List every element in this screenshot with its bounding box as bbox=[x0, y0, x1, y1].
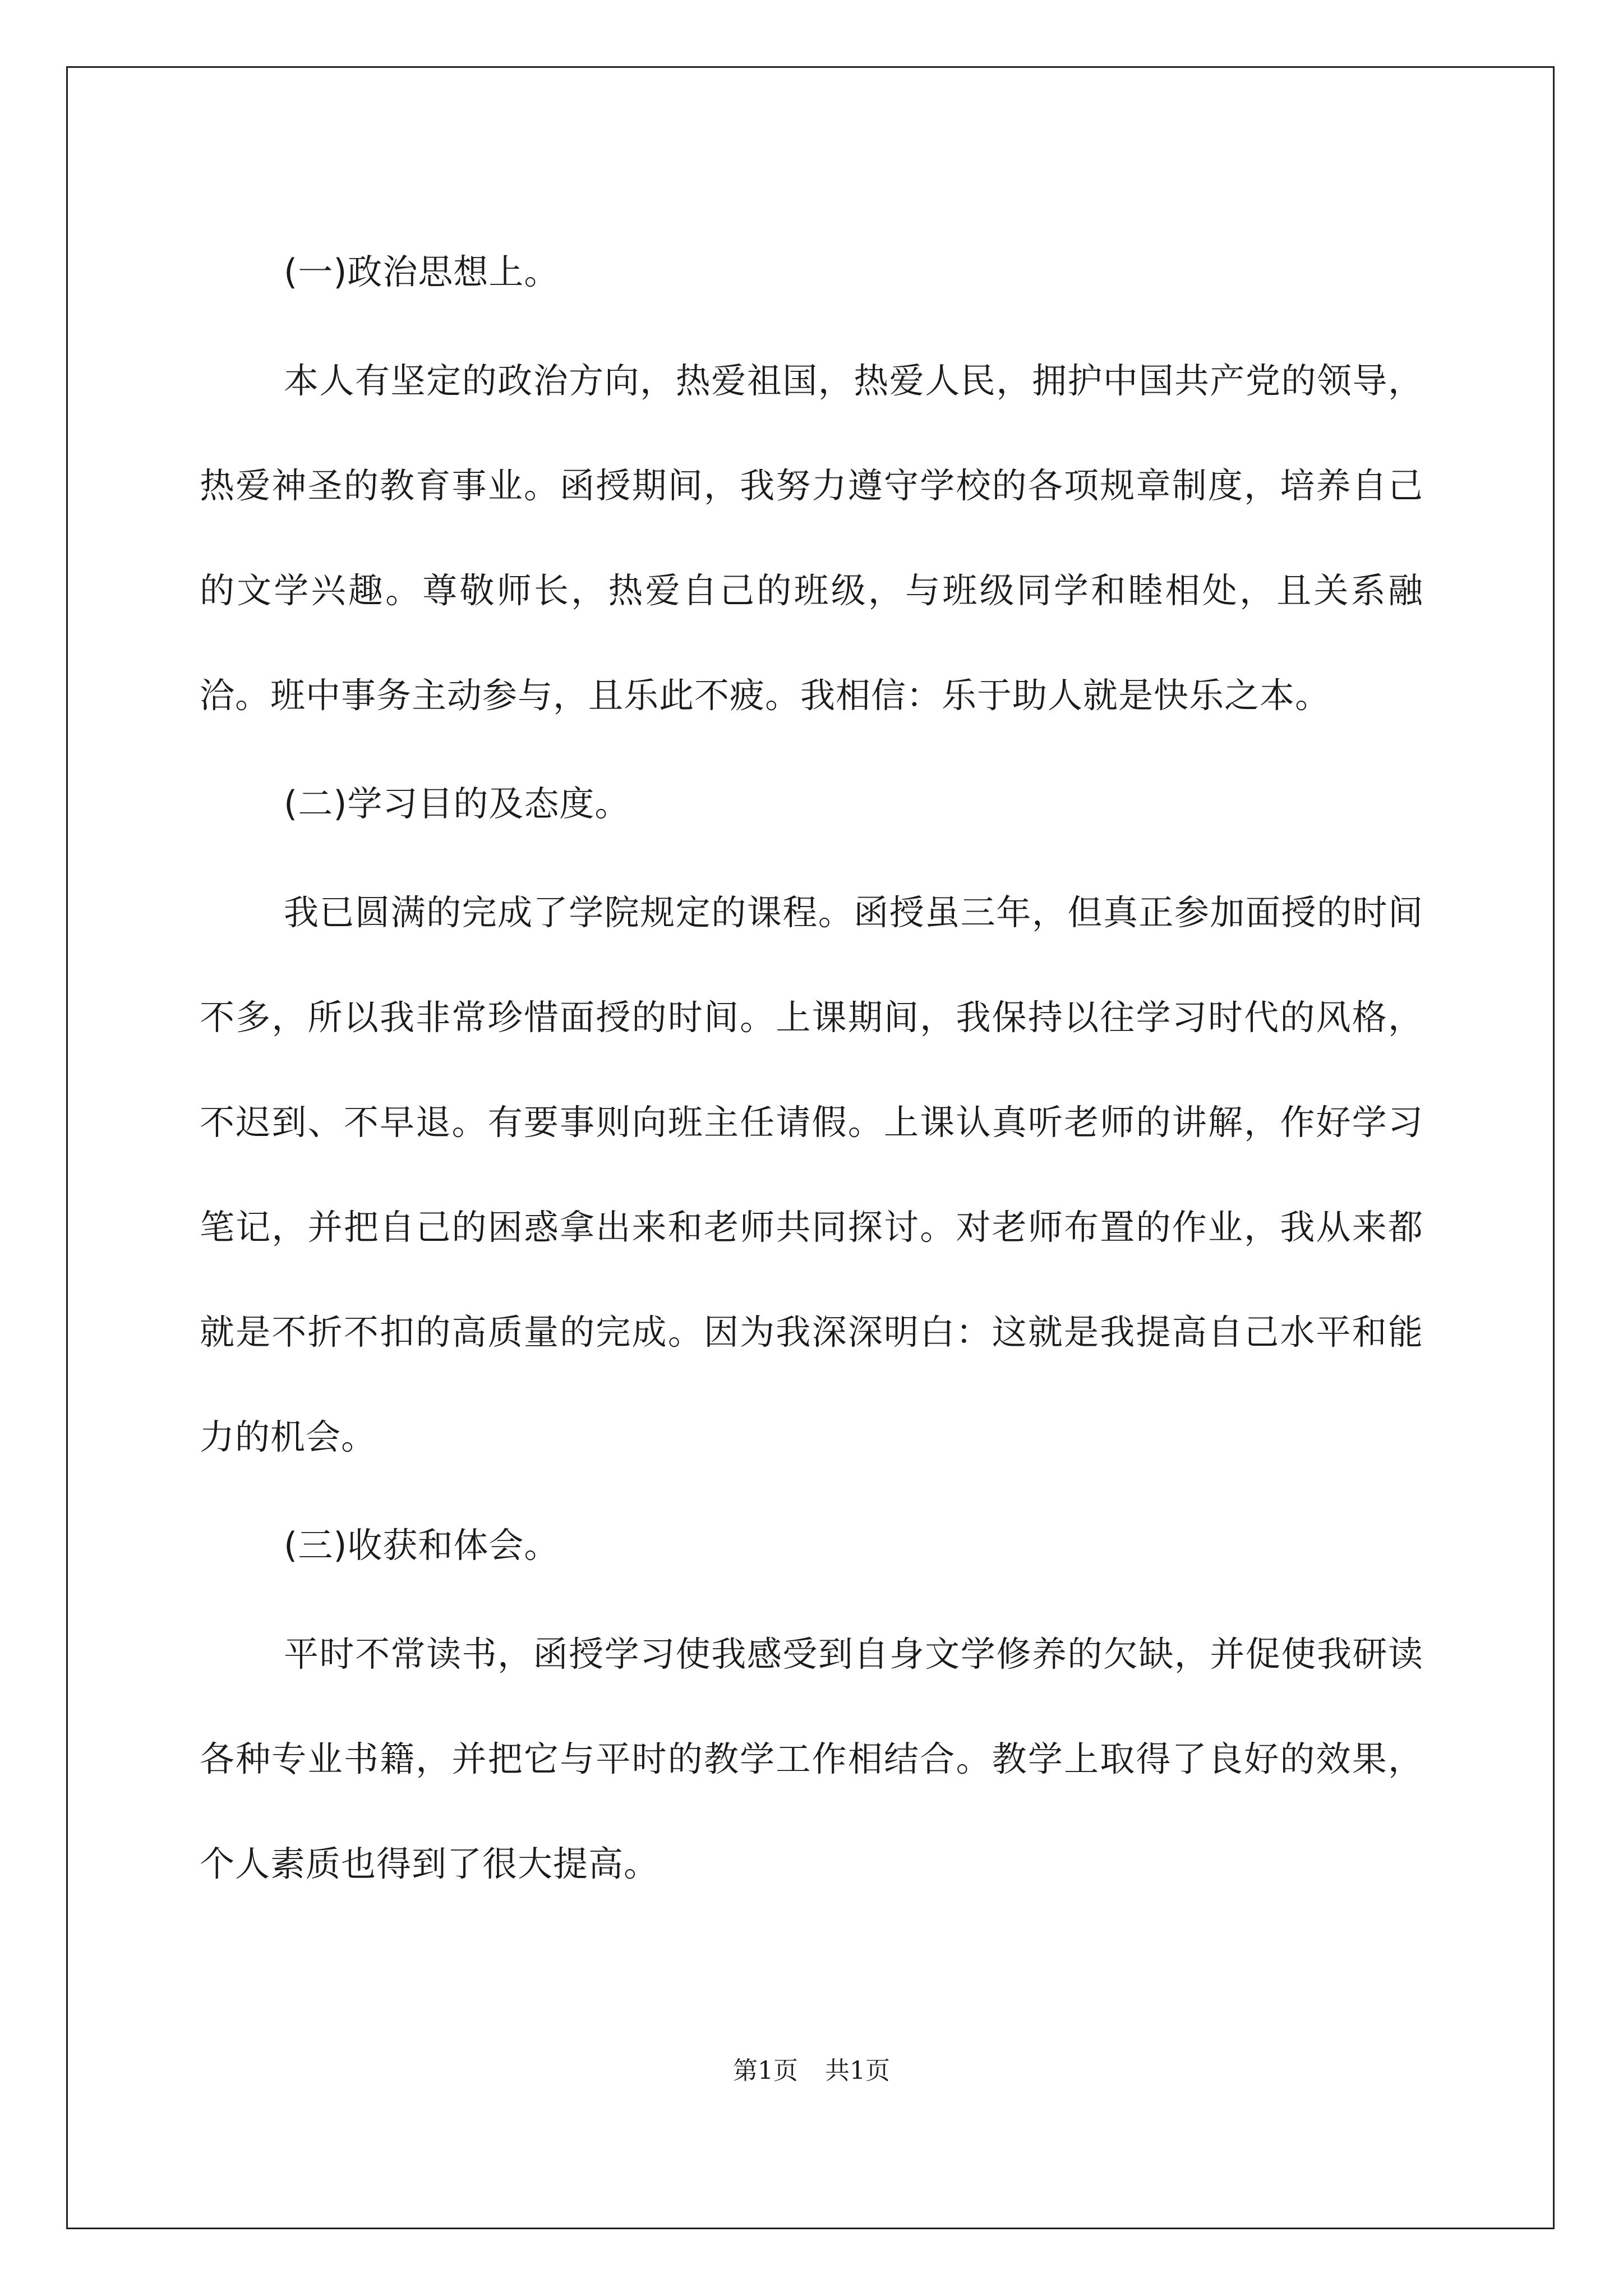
document-body bbox=[200, 216, 1423, 1916]
page-number-total: 共1页 bbox=[825, 2056, 890, 2085]
section-heading-political: (一)政治思想上。 bbox=[284, 251, 560, 292]
section-heading-harvest: (三)收获和体会。 bbox=[284, 1525, 560, 1566]
page-number-current: 第1页 bbox=[733, 2056, 798, 2085]
paragraph-harvest: 平时不常读书，函授学习使我感受到自身文学修养的欠缺，并促使我研读各种专业书籍，并把它与平时的教学工作相结合。教学上取得了良好的效果，个人素质也得到了很大提高。 bbox=[200, 1634, 1423, 1884]
paragraph-study: 我已圆满的完成了学院规定的课程。函授虽三年，但真正参加面授的时间不多，所以我非常珍惜面授的时间。上课期间，我保持以往学习时代的风格，不迟到、不早退。有要事则向班主任请假。上课认真听老师的讲解，作好学习笔记，并把自己的困惑拿出来和老师共同探讨。对老师布置的作业，我从来都就是不折不扣的高质量的完成。因为我深深明白：这就是我提高自己水平和能力的机会。 bbox=[200, 892, 1423, 1457]
paragraph-political: 本人有坚定的政治方向，热爱祖国，热爱人民，拥护中国共产党的领导，热爱神圣的教育事业。函授期间，我努力遵守学校的各项规章制度，培养自己的文学兴趣。尊敬师长，热爱自己的班级，与班级同学和睦相处，且关系融洽。班中事务主动参与，且乐此不疲。我相信：乐于助人就是快乐之本。 bbox=[200, 360, 1423, 716]
section-heading-study: (二)学习目的及态度。 bbox=[284, 783, 630, 824]
page-footer bbox=[0, 2050, 1623, 2086]
